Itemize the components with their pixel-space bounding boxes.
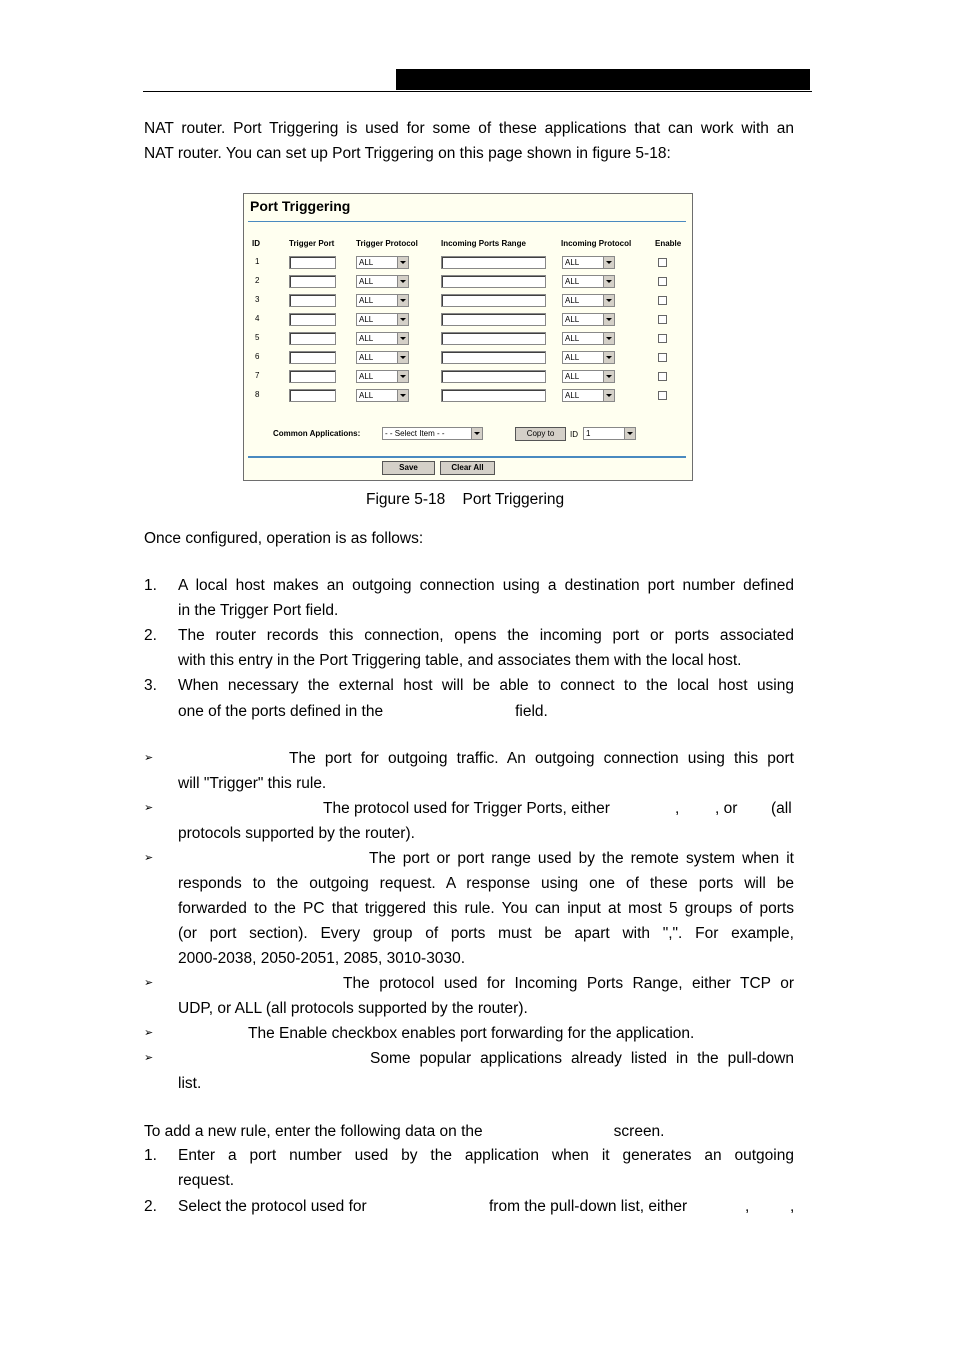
step-line: [178, 698, 794, 725]
row-id: 2: [255, 276, 260, 285]
chevron-down-icon: [603, 333, 614, 344]
bullet-line: Some popular applications already listed in the pull-down: [370, 1050, 794, 1067]
col-trigger-port: Trigger Port: [289, 239, 335, 248]
incoming-protocol-select[interactable]: [562, 332, 615, 345]
select-value: ALL: [359, 372, 374, 381]
header-rule: [143, 91, 812, 92]
chevron-down-icon: [624, 428, 635, 439]
step-3: [144, 673, 794, 725]
arrow-bullet-icon: ➢: [144, 1027, 154, 1039]
col-trigger-protocol: Trigger Protocol: [356, 239, 418, 248]
col-enable: Enable: [655, 239, 682, 248]
trigger-port-input[interactable]: [289, 294, 336, 307]
trigger-protocol-select[interactable]: [356, 351, 409, 364]
step-line: Enter a port number used by the application when it generates an outgoing: [178, 1147, 794, 1164]
incoming-range-input[interactable]: [441, 332, 546, 345]
incoming-range-input[interactable]: [441, 351, 546, 364]
step-number: 2.: [144, 627, 157, 644]
trigger-port-input[interactable]: [289, 370, 336, 383]
enable-checkbox[interactable]: [658, 372, 667, 381]
bullet-text: ,: [675, 800, 680, 817]
figure-bottom-rule: [248, 456, 686, 458]
incoming-range-input[interactable]: [441, 313, 546, 326]
enable-checkbox[interactable]: [658, 353, 667, 362]
step-number: 1.: [144, 1147, 157, 1164]
select-value: ALL: [565, 296, 580, 305]
select-value: 1: [586, 429, 591, 438]
trigger-protocol-select[interactable]: [356, 370, 409, 383]
step-text: Select the protocol used for: [178, 1198, 367, 1215]
select-value: ALL: [565, 372, 580, 381]
select-value: ALL: [359, 315, 374, 324]
bullet-incoming-range: [144, 846, 794, 971]
row-id: 7: [255, 371, 260, 380]
incoming-protocol-select[interactable]: [562, 351, 615, 364]
step-2: [144, 623, 794, 673]
step-line: When necessary the external host will be able to connect to the local host using: [178, 677, 794, 694]
bullet-line: forwarded to the PC that triggered this rule. You can input at most 5 groups of ports: [178, 900, 794, 917]
select-value: ALL: [565, 258, 580, 267]
row-id: 1: [255, 257, 260, 266]
enable-checkbox[interactable]: [658, 315, 667, 324]
arrow-bullet-icon: ➢: [144, 752, 154, 764]
incoming-range-input[interactable]: [441, 256, 546, 269]
add-rule-intro: [144, 1119, 794, 1144]
incoming-range-input[interactable]: [441, 389, 546, 402]
select-value: ALL: [565, 277, 580, 286]
select-value: ALL: [359, 277, 374, 286]
trigger-protocol-select[interactable]: [356, 332, 409, 345]
enable-checkbox[interactable]: [658, 277, 667, 286]
enable-checkbox[interactable]: [658, 334, 667, 343]
figure-top-rule: [248, 221, 686, 222]
row-id: 5: [255, 333, 260, 342]
select-value: ALL: [359, 258, 374, 267]
chevron-down-icon: [397, 333, 408, 344]
chevron-down-icon: [471, 428, 482, 439]
chevron-down-icon: [603, 295, 614, 306]
trigger-protocol-select[interactable]: [356, 275, 409, 288]
bullet-text: (all: [771, 800, 792, 817]
col-incoming-protocol: Incoming Protocol: [561, 239, 632, 248]
save-button[interactable]: Save: [382, 461, 435, 475]
step-text: one of the ports defined in the: [178, 703, 384, 720]
incoming-range-input[interactable]: [441, 370, 546, 383]
incoming-protocol-select[interactable]: [562, 370, 615, 383]
clear-all-button[interactable]: Clear All: [440, 461, 495, 475]
add-rule-text: To add a new rule, enter the following data on the: [144, 1123, 483, 1140]
trigger-port-input[interactable]: [289, 256, 336, 269]
row-id: 6: [255, 352, 260, 361]
chevron-down-icon: [603, 371, 614, 382]
copy-id-select[interactable]: [583, 427, 636, 440]
step-number: 1.: [144, 577, 157, 594]
select-value: ALL: [359, 334, 374, 343]
step-line: request.: [178, 1172, 235, 1189]
trigger-port-input[interactable]: [289, 332, 336, 345]
select-value: ALL: [565, 391, 580, 400]
header-bar: [396, 69, 810, 90]
chevron-down-icon: [603, 276, 614, 287]
enable-checkbox[interactable]: [658, 296, 667, 305]
port-triggering-figure: [243, 193, 693, 481]
step-text: ,: [745, 1198, 750, 1215]
figure-title: Port Triggering: [250, 198, 351, 214]
step-line: with this entry in the Port Triggering table, and associates them with the local host.: [178, 652, 742, 669]
chevron-down-icon: [603, 257, 614, 268]
incoming-protocol-select[interactable]: [562, 256, 615, 269]
bullet-incoming-protocol: [144, 971, 794, 1021]
bullet-trigger-port: [144, 746, 794, 796]
bullet-enable: [144, 1021, 794, 1046]
bullet-text: , or: [715, 800, 738, 817]
bullet-line: will "Trigger" this rule.: [178, 775, 327, 792]
bullet-line: protocols supported by the router).: [178, 825, 415, 842]
trigger-port-input[interactable]: [289, 313, 336, 326]
chevron-down-icon: [397, 390, 408, 401]
add-step-2: [144, 1194, 794, 1219]
bullet-common-apps: [144, 1046, 794, 1096]
common-apps-select[interactable]: [382, 427, 483, 440]
step-text: field.: [515, 703, 548, 720]
chevron-down-icon: [397, 352, 408, 363]
trigger-port-input[interactable]: [289, 275, 336, 288]
step-number: 3.: [144, 677, 157, 694]
chevron-down-icon: [397, 314, 408, 325]
incoming-protocol-select[interactable]: [562, 275, 615, 288]
incoming-range-input[interactable]: [441, 275, 546, 288]
trigger-protocol-select[interactable]: [356, 313, 409, 326]
select-value: ALL: [565, 315, 580, 324]
trigger-protocol-select[interactable]: [356, 389, 409, 402]
trigger-port-input[interactable]: [289, 389, 336, 402]
figure-caption: Figure 5-18 Port Triggering: [366, 491, 565, 508]
col-incoming-range: Incoming Ports Range: [441, 239, 526, 248]
add-rule-text: screen.: [613, 1123, 665, 1140]
select-value: ALL: [359, 391, 374, 400]
step-text: ,: [790, 1198, 795, 1215]
row-id: 8: [255, 390, 260, 399]
chevron-down-icon: [397, 257, 408, 268]
chevron-down-icon: [397, 295, 408, 306]
select-value: ALL: [359, 353, 374, 362]
trigger-protocol-select[interactable]: [356, 256, 409, 269]
bullet-line: The protocol used for Incoming Ports Range, either TCP or: [343, 975, 794, 992]
operation-intro: Once configured, operation is as follows:: [144, 530, 424, 547]
step-line: [178, 1194, 794, 1219]
step-text: from the pull-down list, either: [489, 1198, 688, 1215]
step-line: The router records this connection, opens the incoming port or ports associated: [178, 627, 794, 644]
bullet-line: The Enable checkbox enables port forwarding for the application.: [248, 1025, 695, 1042]
chevron-down-icon: [397, 371, 408, 382]
intro-line-1: NAT router. Port Triggering is used for some of these applications that can work with an: [144, 120, 794, 137]
step-line: A local host makes an outgoing connection using a destination port number defined: [178, 577, 794, 594]
incoming-protocol-select[interactable]: [562, 389, 615, 402]
bullet-line: list.: [178, 1075, 202, 1092]
id-label: ID: [570, 430, 578, 439]
bullet-text: The protocol used for Trigger Ports, either: [323, 800, 610, 817]
bullet-line: The port for outgoing traffic. An outgoing connection using this port: [289, 750, 794, 767]
common-apps-label: Common Applications:: [273, 429, 361, 438]
chevron-down-icon: [603, 314, 614, 325]
incoming-range-input[interactable]: [441, 294, 546, 307]
step-1: [144, 573, 794, 623]
col-id: ID: [252, 239, 260, 248]
select-value: ALL: [565, 334, 580, 343]
chevron-down-icon: [397, 276, 408, 287]
bullet-line: UDP, or ALL (all protocols supported by the router).: [178, 1000, 528, 1017]
chevron-down-icon: [603, 352, 614, 363]
arrow-bullet-icon: ➢: [144, 852, 154, 864]
arrow-bullet-icon: ➢: [144, 977, 154, 989]
bullet-line: [178, 796, 794, 821]
enable-checkbox[interactable]: [658, 258, 667, 267]
arrow-bullet-icon: ➢: [144, 802, 154, 814]
copy-to-button[interactable]: Copy to: [515, 427, 566, 441]
bullet-line: (or port section). Every group of ports must be apart with ",". For example,: [178, 925, 794, 942]
bullet-trigger-protocol: [144, 796, 794, 846]
enable-checkbox[interactable]: [658, 391, 667, 400]
select-value: - - Select Item - -: [385, 429, 445, 438]
trigger-port-input[interactable]: [289, 351, 336, 364]
step-number: 2.: [144, 1198, 157, 1215]
incoming-protocol-select[interactable]: [562, 294, 615, 307]
row-id: 3: [255, 295, 260, 304]
arrow-bullet-icon: ➢: [144, 1052, 154, 1064]
bullet-line: responds to the outgoing request. A response using one of these ports will be: [178, 875, 794, 892]
intro-line-2: NAT router. You can set up Port Triggering on this page shown in figure 5-18:: [144, 145, 671, 162]
step-line: in the Trigger Port field.: [178, 602, 339, 619]
add-step-1: [144, 1143, 794, 1193]
select-value: ALL: [359, 296, 374, 305]
trigger-protocol-select[interactable]: [356, 294, 409, 307]
select-value: ALL: [565, 353, 580, 362]
row-id: 4: [255, 314, 260, 323]
chevron-down-icon: [603, 390, 614, 401]
bullet-line: The port or port range used by the remote system when it: [369, 850, 794, 867]
incoming-protocol-select[interactable]: [562, 313, 615, 326]
bullet-line: 2000-2038, 2050-2051, 2085, 3010-3030.: [178, 950, 465, 967]
